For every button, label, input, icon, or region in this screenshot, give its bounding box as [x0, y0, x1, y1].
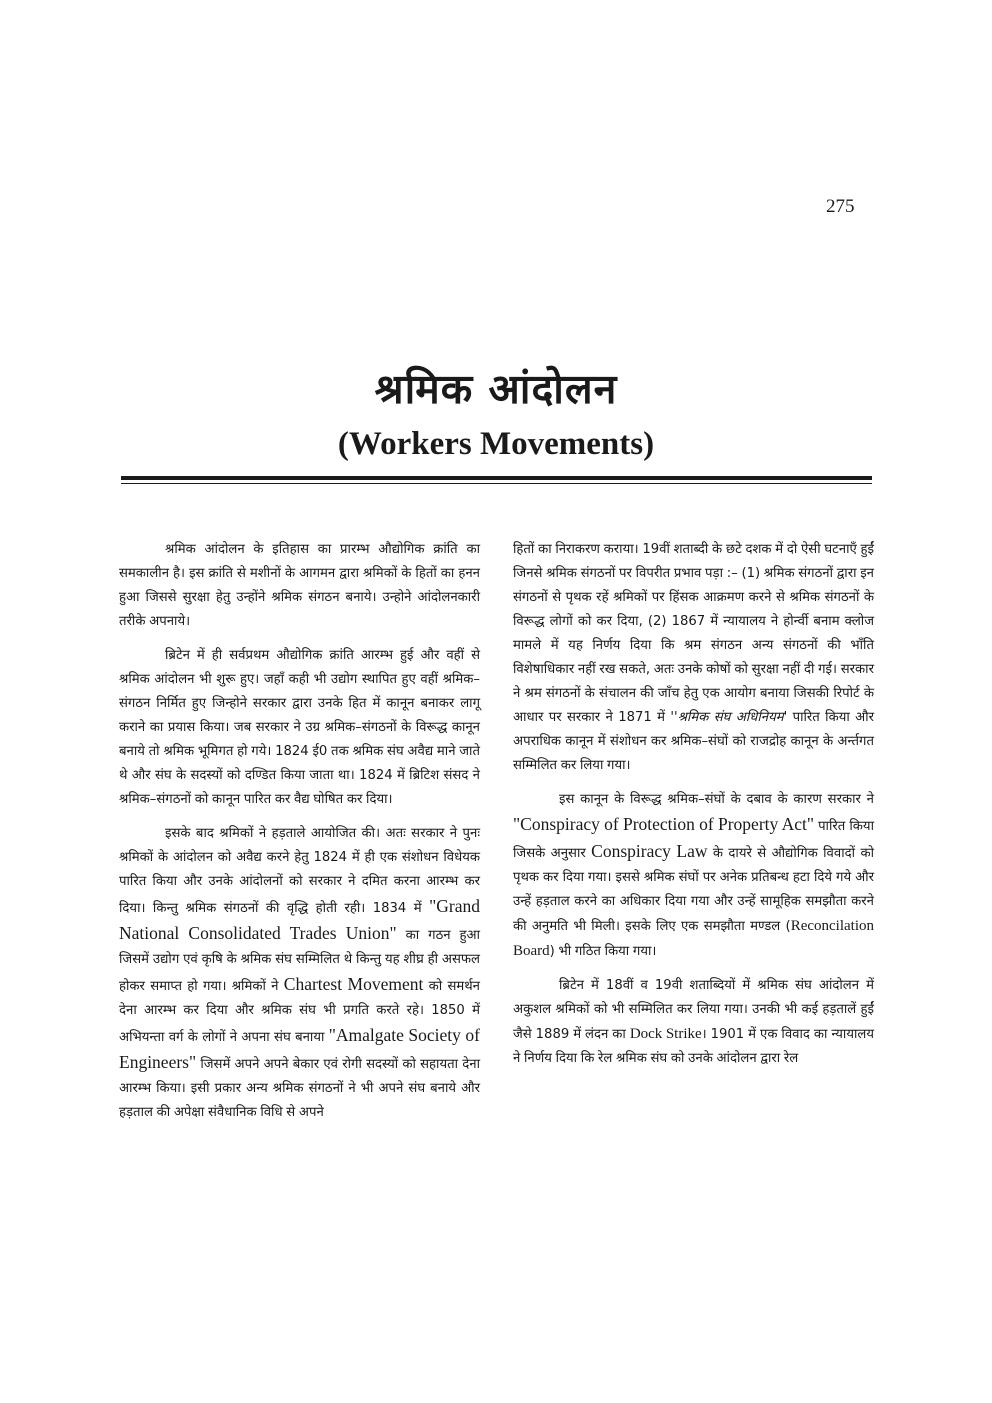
paragraph [119, 822, 480, 1125]
english-term: Chartest Movement [283, 974, 424, 994]
english-term: "Conspiracy of Protection of Property Act" [513, 814, 814, 834]
paragraph: श्रमिक आंदोलन के इतिहास का प्रारम्भ औद्योगिक क्रांति का समकालीन है। इस क्रांति से मशीनों के आगमन द्वारा श्रमिकों के हितों का हनन हुआ जिससे सुरक्षा हेतु उन्होंने श्रमिक संगठन बनाये। उन्होने आंदोलनकारी तरीके अपनाये। [119, 542, 480, 629]
text-run: का गठन हुआ जिसमें उद्योग एवं कृषि के श्रमिक संघ सम्मिलित थे किन्तु यह शीघ्र ही असफल होकर समाप्त हो गया। श्रमिकों ने [119, 928, 480, 994]
text-run: । 1901 में एक विवाद का न्यायालय ने निर्णय दिया कि रेल श्रमिक संघ को उनके आंदोलन द्वारा रेल [513, 1027, 875, 1066]
paragraph [513, 538, 874, 778]
italic-term: ''श्रमिक संघ अधिनियम' [670, 710, 788, 725]
title-rule-thick [121, 476, 872, 480]
chapter-title-english: (Workers Movements) [337, 426, 655, 462]
english-term: "Amalgate Society of Engineers" [119, 1025, 480, 1072]
english-term: "Grand National Consolidated Trades Union" [119, 896, 480, 943]
text-run: हितों का निराकरण कराया। 19वीं शताब्दी के छटे दशक में दो ऐसी घटनाएँ हुईं जिनसे श्रमिक संगठनों पर विपरीत प्रभाव पड़ा :– (1) श्रमिक संगठनों द्वारा इन संगठनों से पृथक रहें श्रमिकों पर हिंसक आक्रमण करने से श्रमिक संगठनों के विरूद्ध लोगों को कर दिया, (2) 1867 में न्यायालय ने होर्न्वी बनाम क्लोज मामले में यह निर्णय दिया कि श्रम संगठन अन्य संगठनों की भाँति विशेषाधिकार नहीं रख सकते, अतः उनके कोषों को सुरक्षा नहीं दी गई। सरकार ने श्रम संगठनों के संचालन की जाँच हेतु एक आयोग बनाया जिसकी रिपोर्ट के आधार पर सरकार ने 1871 में [513, 542, 874, 725]
text-run: ब्रिटेन में 18वीं व 19वी शताब्दियों में श्रमिक संघ आंदोलन में अकुशल श्रमिकों को भी सम्मिलित कर लिया गया। उनकी भी कई हड़तालें हुईं जैसे 1889 में लंदन का [513, 978, 874, 1042]
text-run: इस कानून के विरूद्ध श्रमिक–संघों के दबाव के कारण सरकार ने [559, 792, 874, 807]
english-term: Dock Strike [629, 1026, 702, 1042]
right-column [513, 538, 874, 1081]
text-run: ) भी गठित किया गया। [549, 944, 657, 959]
text-run: पारित किया और अपराधिक कानून में संशोधन कर श्रमिक–संघों को राजद्रोह कानून के अर्न्तगत सम्मिलित कर लिया गया। [513, 710, 874, 773]
text-run: इसके बाद श्रमिकों ने हड़ताले आयोजित की। अतः सरकार ने पुनः श्रमिकों के आंदोलन को अवैद्य करने हेतु 1824 में ही एक संशोधन विधेयक पारित किया और उनके आंदोलनों को सरकार ने दमित करना आरम्भ कर दिया। किन्तु श्रमिक संगठनों की वृद्धि होती रही। 1834 में [119, 826, 480, 916]
left-column [119, 538, 480, 1135]
text-run: जिसमें अपने अपने बेकार एवं रोगी सदस्यों को सहायता देना आरम्भ किया। इसी प्रकार अन्य श्रमिक संगठनों ने भी अपने संघ बनाये और हड़ताल की अपेक्षा संवैधानिक विधि से अपने [119, 1057, 480, 1120]
text-run: के दायरे से औद्योगिक विवादों को पृथक कर दिया गया। इससे श्रमिक संघों पर अनेक प्रतिबन्ध हटा दिये गये और उन्हें हड़ताल करने का अधिकार दिया गया और उन्हें सामूहिक समझौता करने की अनुमति भी मिली। इसके लिए एक समझौता मण्डल ( [513, 846, 874, 934]
text-run: पारित किया जिसके अनुसार [513, 819, 874, 861]
paragraph [513, 788, 874, 964]
title-rule-thin [121, 483, 872, 484]
english-term: Reconcilation Board [513, 918, 874, 959]
paragraph [513, 974, 874, 1071]
page-number: 275 [826, 196, 855, 217]
english-term: Conspiracy Law [591, 841, 708, 861]
paragraph: ब्रिटेन में ही सर्वप्रथम औद्योगिक क्रांति आरम्भ हुई और वहीं से श्रमिक आंदोलन भी शुरू हुए। जहाँ कही भी उद्योग स्थापित हुए वहीं श्रमिक–संगठन निर्मित हुए जिन्होने सरकार द्वारा उनके हित में कानून बनाकर लागू कराने का प्रयास किया। जब सरकार ने उग्र श्रमिक–संगठनों के विरूद्ध कानून बनाये तो श्रमिक भूमिगत हो गये। 1824 ई0 तक श्रमिक संघ अवैद्य माने जाते थे और संघ के सदस्यों को दण्डित किया जाता था। 1824 में ब्रिटिश संसद ने श्रमिक–संगठनों को कानून पारित कर वैद्य घोषित कर दिया। [119, 648, 480, 807]
text-run: को समर्थन देना आरम्भ कर दिया और श्रमिक संघ भी प्रगति करते रहे। 1850 में अभियन्ता वर्ग के लोगों ने अपना संघ बनाया [119, 979, 480, 1045]
chapter-title-hindi: श्रमिक आंदोलन [374, 365, 618, 413]
